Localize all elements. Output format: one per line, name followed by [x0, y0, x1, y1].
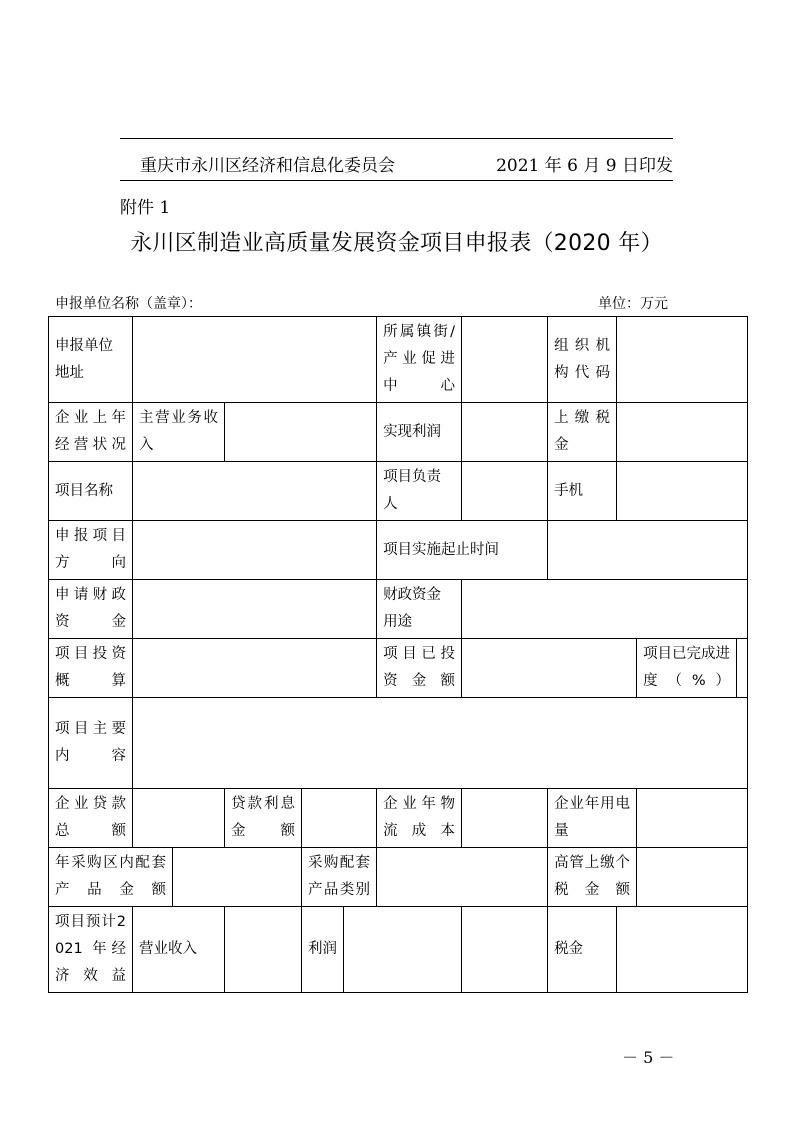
period-value[interactable]: [548, 521, 748, 580]
last-year-status-label: 企业上年经营状况: [49, 403, 133, 462]
town-label: 所属镇街/产业促进中心: [377, 317, 462, 403]
issue-date: 2021 年 6 月 9 日印发: [496, 156, 673, 176]
loan-interest-value[interactable]: [302, 789, 377, 848]
invested-label: 项目已投资金额: [377, 639, 462, 698]
main-income-value[interactable]: [225, 403, 377, 462]
fiscal-usage-value[interactable]: [462, 580, 748, 639]
tax-paid-label: 上缴税金: [548, 403, 617, 462]
town-value[interactable]: [462, 317, 548, 403]
progress-label: 项目已完成进度（%）: [637, 639, 737, 698]
profit-label: 实现利润: [377, 403, 462, 462]
tax2-value[interactable]: [617, 907, 748, 993]
purchase-amount-value[interactable]: [173, 848, 302, 907]
org-code-value[interactable]: [617, 317, 748, 403]
unit-name-label: 申报单位名称（盖章）：: [55, 296, 202, 312]
exec-tax-label: 高管上缴个税金额: [548, 848, 637, 907]
main-content-value[interactable]: [133, 698, 748, 789]
fiscal-usage-label: 财政资金用途: [377, 580, 462, 639]
forecast-spacer[interactable]: [462, 907, 548, 993]
profit-value[interactable]: [462, 403, 548, 462]
tax-paid-value[interactable]: [617, 403, 748, 462]
table-row: [49, 521, 748, 580]
invest-budget-value[interactable]: [133, 639, 377, 698]
progress-value[interactable]: [737, 639, 748, 698]
period-label: 项目实施起止时间: [377, 521, 548, 580]
purchase-amount-label: 年采购区内配套产品金额: [49, 848, 173, 907]
loan-interest-label: 贷款利息金额: [225, 789, 302, 848]
phone-value[interactable]: [617, 462, 748, 521]
main-content-label: 项目主要内容: [49, 698, 133, 789]
logistics-cost-label: 企业年物流成本: [377, 789, 462, 848]
table-row: [49, 848, 748, 907]
address-value[interactable]: [133, 317, 377, 403]
exec-tax-value[interactable]: [637, 848, 748, 907]
fiscal-apply-value[interactable]: [133, 580, 377, 639]
currency-unit-label: 单位：万元: [598, 296, 668, 312]
loan-total-value[interactable]: [133, 789, 225, 848]
profit2-value[interactable]: [344, 907, 462, 993]
purchase-category-value[interactable]: [377, 848, 548, 907]
address-label: 申报单位地址: [49, 317, 133, 403]
table-row: [49, 403, 748, 462]
invested-value[interactable]: [462, 639, 637, 698]
invest-budget-label: 项目投资概算: [49, 639, 133, 698]
attachment-label: 附件 1: [120, 198, 171, 218]
project-leader-value[interactable]: [462, 462, 548, 521]
profit2-label: 利润: [302, 907, 344, 993]
org-code-label: 组织机构代码: [548, 317, 617, 403]
table-row: [49, 317, 748, 403]
tax2-label: 税金: [548, 907, 617, 993]
table-row: [49, 789, 748, 848]
application-form-table: [48, 316, 748, 993]
issuer-name: 重庆市永川区经济和信息化委员会: [140, 156, 395, 176]
direction-value[interactable]: [133, 521, 377, 580]
project-name-label: 项目名称: [49, 462, 133, 521]
direction-label: 申报项目方向: [49, 521, 133, 580]
header-top-rule: [120, 138, 673, 139]
forecast-label: 项目预计2021 年经济效益: [49, 907, 133, 993]
revenue-value[interactable]: [225, 907, 302, 993]
fiscal-apply-label: 申请财政资金: [49, 580, 133, 639]
power-usage-value[interactable]: [637, 789, 748, 848]
table-row: [49, 907, 748, 993]
header-bottom-rule: [120, 180, 673, 181]
table-row: [49, 639, 748, 698]
table-row: [49, 580, 748, 639]
loan-total-label: 企业贷款总额: [49, 789, 133, 848]
document-title: 永川区制造业高质量发展资金项目申报表（2020 年）: [130, 231, 663, 256]
table-row: [49, 462, 748, 521]
logistics-cost-value[interactable]: [462, 789, 548, 848]
power-usage-label: 企业年用电量: [548, 789, 637, 848]
table-row: [49, 698, 748, 789]
phone-label: 手机: [548, 462, 617, 521]
project-name-value[interactable]: [133, 462, 377, 521]
purchase-category-label: 采购配套产品类别: [302, 848, 377, 907]
main-income-label: 主营业务收入: [133, 403, 225, 462]
project-leader-label: 项目负责人: [377, 462, 462, 521]
page-number: － 5 －: [622, 1048, 675, 1067]
revenue-label: 营业收入: [133, 907, 225, 993]
